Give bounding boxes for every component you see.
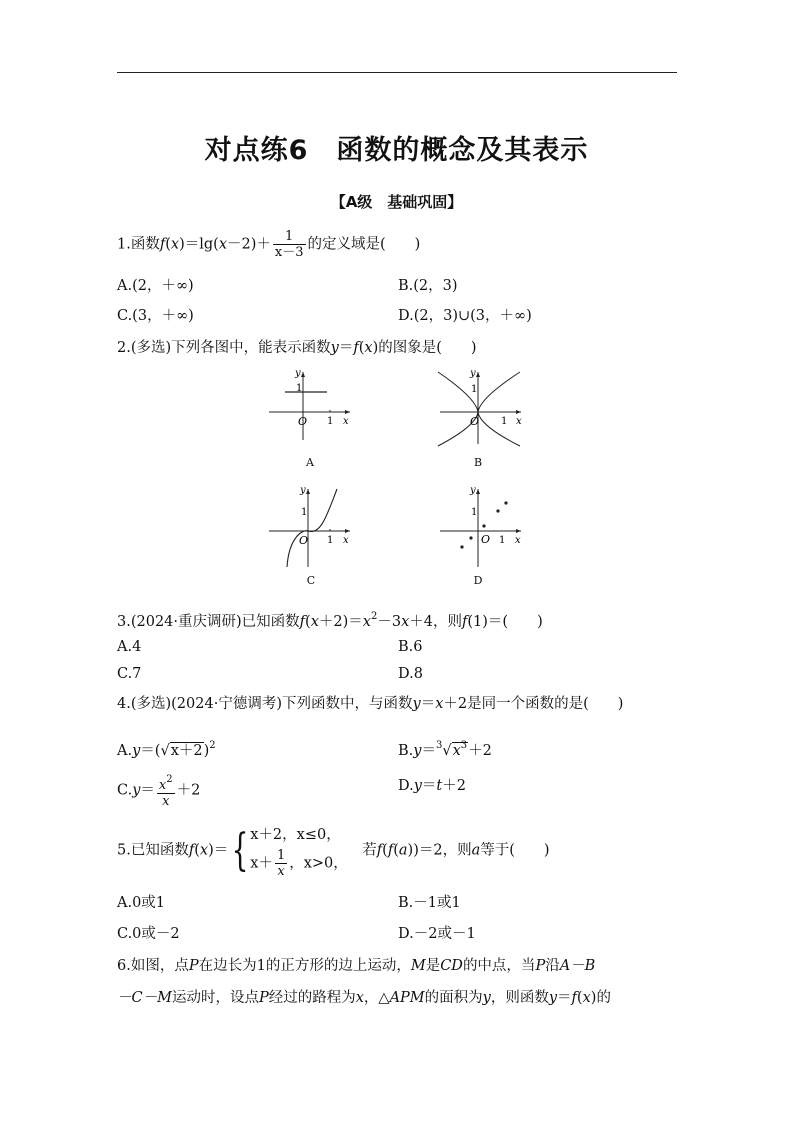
q1-option-b[interactable]: B.(2，3) <box>398 278 458 294</box>
q5-option-c[interactable]: C.0或－2 <box>117 926 180 942</box>
q3-option-a[interactable]: A.4 <box>117 639 142 655</box>
q5-option-d[interactable]: D.－2或－1 <box>398 926 476 942</box>
tick-label: 1 <box>301 507 308 518</box>
tick-label: 1 <box>501 416 508 427</box>
question-6-line-2: －C－M运动时，设点P经过的路程为x，△APM的面积为y，则函数y＝f(x)的 <box>117 990 611 1006</box>
q3-option-b[interactable]: B.6 <box>398 639 423 655</box>
tick-label: 1 <box>499 535 506 546</box>
q5-option-b[interactable]: B.－1或1 <box>398 895 461 911</box>
header-rule <box>117 72 677 73</box>
graph-b-label: B <box>473 456 483 469</box>
tick-label: 1 <box>296 383 303 394</box>
fraction: $\frac{1}{x-3}$ <box>274 229 304 260</box>
section-level: 【A级 基础巩固】 <box>330 193 463 211</box>
tick-label: 1 <box>327 535 334 546</box>
origin-label: O <box>299 534 309 547</box>
axis-y-label: y <box>295 368 301 379</box>
graph-a-label: A <box>306 456 314 469</box>
axis-y-label: y <box>470 485 476 496</box>
q4-option-b[interactable]: $B.y=^3√x^3+2$ <box>398 740 492 759</box>
question-1: 1.函数f(x)＝lg(x－2)＋ $\frac{1}{x-3}$ 的定义域是( ) <box>117 229 421 260</box>
tick-label: 1 <box>327 416 334 427</box>
axis-x-label: x <box>343 416 349 427</box>
origin-label: O <box>298 415 308 428</box>
axis-y-label: y <box>470 368 476 379</box>
axis-x-label: x <box>515 535 521 546</box>
q1-option-c[interactable]: C.(3，＋∞) <box>117 308 194 324</box>
graph-b <box>436 368 526 448</box>
tick-label: 1 <box>471 507 478 518</box>
tick-label: 1 <box>471 384 478 395</box>
question-5: 5.已知函数f(x)＝{ x＋2，x≤0， x＋ $\frac{1}{x}$ ，x>0， 若f(f(a))＝2，则a等于( ) <box>117 822 550 879</box>
question-4: 4.(多选)(2024·宁德调考)下列函数中，与函数y＝x＋2是同一个函数的是( ) <box>117 696 624 712</box>
q4-option-a[interactable]: $A.y=(√x+2)^2$ <box>117 740 216 759</box>
q3-option-c[interactable]: C.7 <box>117 666 142 682</box>
q1-option-d[interactable]: D.(2，3)∪(3，＋∞) <box>398 308 532 324</box>
axis-x-label: x <box>516 416 522 427</box>
graph-c-label: C <box>306 574 316 587</box>
q4-option-d[interactable]: D.y＝t＋2 <box>398 778 466 794</box>
axis-x-label: x <box>343 535 349 546</box>
axis-y-label: y <box>300 485 306 496</box>
q3-option-d[interactable]: D.8 <box>398 666 423 682</box>
question-2: 2.(多选)下列各图中，能表示函数y＝f(x)的图象是( ) <box>117 340 477 356</box>
q4-option-c[interactable]: C.y＝ $\frac{x^2}{x}$ ＋2 <box>117 774 201 809</box>
graph-d-label: D <box>473 574 483 587</box>
page-title: 对点练6 函数的概念及其表示 <box>204 135 589 166</box>
graph-a <box>265 368 355 443</box>
piecewise-brace: { <box>231 824 249 876</box>
graph-d <box>436 485 526 570</box>
q1-option-a[interactable]: A.(2，＋∞) <box>117 278 194 294</box>
question-6-line-1: 6.如图，点P在边长为1的正方形的边上运动，M是CD的中点，当P沿A－B <box>117 958 596 974</box>
piecewise-cases: x＋2，x≤0， x＋ $\frac{1}{x}$ ，x>0， <box>250 827 348 879</box>
question-3: 3.(2024·重庆调研)已知函数$f(x+2)=x^2-3x+4$，则f(1)＝( ) <box>117 611 543 630</box>
origin-label: O <box>470 415 480 428</box>
q5-option-a[interactable]: A.0或1 <box>117 895 166 911</box>
graph-c <box>265 485 355 570</box>
origin-label: O <box>481 533 491 546</box>
